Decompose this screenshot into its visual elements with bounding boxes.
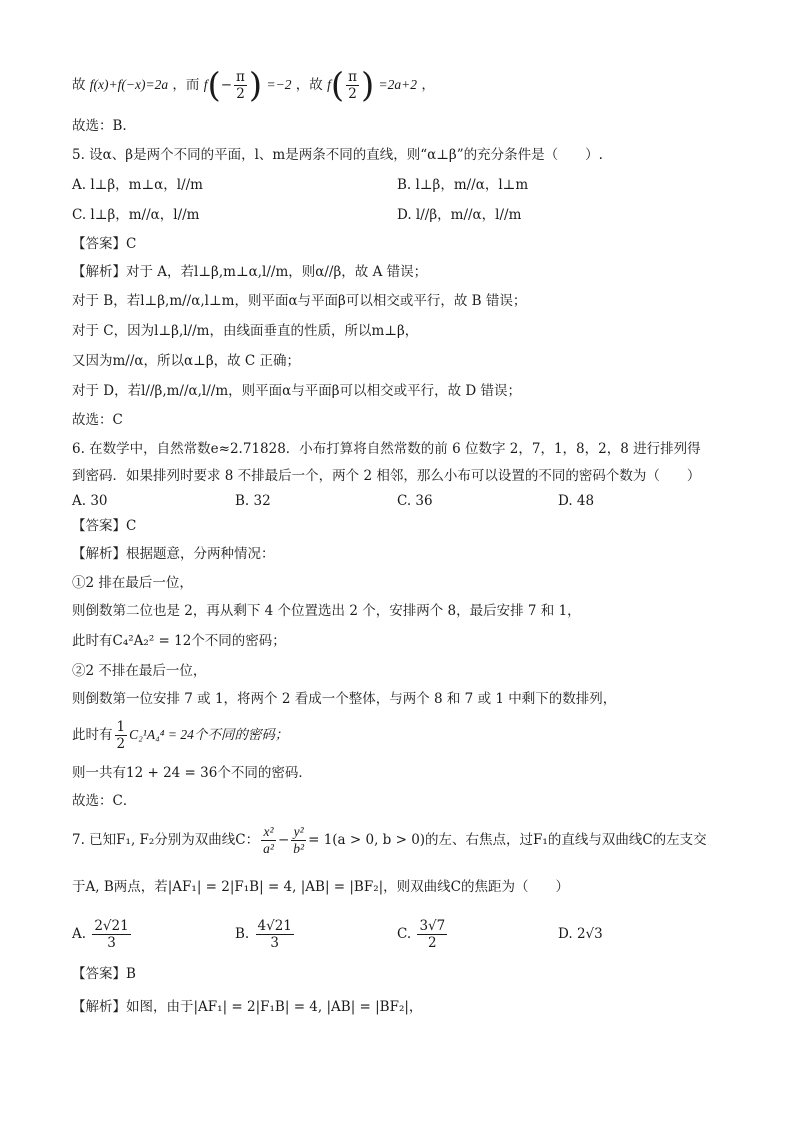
q7-option-c: C. $\frac{3√7}{2}$	[397, 918, 446, 951]
q6-option-b: B. 32	[235, 493, 271, 509]
fraction: $\frac{3√7}{2}$	[419, 918, 446, 951]
formula: C₂¹A₄⁴ = 24个不同的密码；	[129, 727, 289, 742]
f-label: f	[203, 77, 208, 92]
text: ，	[421, 77, 435, 93]
q5-analysis-4: 又因为m//α，所以α⊥β，故 C 正确；	[72, 353, 301, 369]
q6-option-a: A. 30	[72, 493, 108, 509]
q5-choice: 故选：C	[72, 412, 123, 428]
q5-stem: 5. 设α、β是两个不同的平面，l、m是两条不同的直线，则“α⊥β”的充分条件是（ ）.	[72, 147, 603, 163]
f-label: f	[327, 77, 331, 92]
text: = 1(a > 0, b > 0)的左、右焦点，过F₁的直线与双曲线C的左支交	[308, 832, 707, 848]
q6-analysis-3: 则倒数第二位也是 2，再从剩下 4 个位置选出 2 个，安排两个 8，最后安排 7 和 1，	[72, 603, 581, 619]
q6-analysis-7	[72, 718, 288, 752]
paren-close: )	[248, 65, 263, 106]
fraction: $\frac{4√21}{3}$	[257, 918, 292, 951]
q6-answer: 【答案】C	[72, 518, 137, 534]
text: 故	[72, 77, 86, 93]
fraction-one-half: $\frac{1}{2}$	[116, 719, 126, 752]
q6-analysis-4: 此时有C₄²A₂² = 12个不同的密码；	[72, 633, 286, 649]
q5-analysis-2: 对于 B，若l⊥β,m//α,l⊥m，则平面α与平面β可以相交或平行，故 B 错误；	[72, 293, 527, 309]
text: 此时有	[72, 727, 113, 743]
text: ，故	[295, 77, 323, 93]
q7-stem-1	[72, 822, 707, 858]
q6-stem-1: 6. 在数学中，自然常数e≈2.71828．小布打算将自然常数的前 6 位数字 2，7，1，8，2，8 进行排列得	[72, 441, 701, 457]
q7-option-a: A. $\frac{2√21}{3}$	[72, 918, 129, 951]
q5-option-d: D. l//β，m//α，l//m	[397, 207, 522, 223]
text: ，而	[172, 77, 200, 93]
choice-prev: 故选：B.	[72, 118, 127, 134]
formula-value: =−2	[266, 77, 292, 92]
q6-option-c: C. 36	[397, 493, 433, 509]
fraction-y2-b2: $\frac{\text{y²}}{\text{b²}}$	[293, 824, 305, 856]
q6-analysis-5: ②2 不排在最后一位，	[72, 663, 207, 679]
q7-answer: 【答案】B	[72, 966, 136, 982]
paren-open: (	[330, 65, 345, 106]
q5-option-b: B. l⊥β，m//α，l⊥m	[397, 177, 529, 193]
formula-value: =2a+2	[378, 77, 418, 92]
minus-sign: −	[220, 77, 233, 93]
fraction-pi-over-2: $\frac{\pi}{2}$	[348, 69, 357, 102]
q5-analysis-5: 对于 D，若l//β,m//α,l//m，则平面α与平面β可以相交或平行，故 D 错误；	[72, 383, 521, 399]
q5-option-c: C. l⊥β，m//α，l//m	[72, 207, 200, 223]
q5-answer: 【答案】C	[72, 236, 137, 252]
q6-analysis-2: ①2 排在最后一位，	[72, 575, 193, 591]
paren-close: )	[360, 65, 375, 106]
formula-line-1	[72, 65, 435, 106]
text: 7. 已知F₁, F₂分别为双曲线C：	[72, 832, 260, 848]
q7-option-b: B. $\frac{4√21}{3}$	[235, 918, 292, 951]
fraction-pi-over-2: $\frac{\pi}{2}$	[236, 69, 245, 102]
q6-analysis-8: 则一共有12 + 24 = 36个不同的密码．	[72, 765, 312, 781]
q5-analysis-3: 对于 C，因为l⊥β,l//m，由线面垂直的性质，所以m⊥β，	[72, 323, 419, 339]
q6-option-d: D. 48	[558, 493, 595, 509]
q5-analysis-1: 【解析】对于 A，若l⊥β,m⊥α,l//m，则α//β，故 A 错误；	[72, 264, 428, 280]
q7-option-d: D. 2√3	[558, 926, 603, 942]
q6-analysis-1: 【解析】根据题意，分两种情况：	[72, 546, 275, 562]
q6-choice: 故选：C．	[72, 793, 137, 809]
q6-stem-2: 到密码．如果排列时要求 8 不排最后一个，两个 2 相邻，那么小布可以设置的不同的密码个数为（ ）	[72, 468, 701, 484]
q7-stem-2: 于A, B两点，若|AF₁| = 2|F₁B| = 4, |AB| = |BF₂|，则双曲线C的焦距为（ ）	[72, 879, 570, 895]
q6-analysis-6: 则倒数第一位安排 7 或 1，将两个 2 看成一个整体，与两个 8 和 7 或 1 中剩下的数排列，	[72, 691, 617, 707]
fraction: $\frac{2√21}{3}$	[94, 918, 129, 951]
minus-sign: −	[277, 832, 290, 848]
formula: f(x)+f(−x)=2a	[89, 77, 169, 92]
q5-option-a: A. l⊥β，m⊥α，l//m	[72, 177, 203, 193]
q7-analysis-1: 【解析】如图，由于|AF₁| = 2|F₁B| = 4, |AB| = |BF₂|，	[72, 999, 423, 1015]
fraction-x2-a2: $\frac{\text{x²}}{\text{a²}}$	[263, 824, 274, 856]
paren-open: (	[207, 65, 221, 106]
